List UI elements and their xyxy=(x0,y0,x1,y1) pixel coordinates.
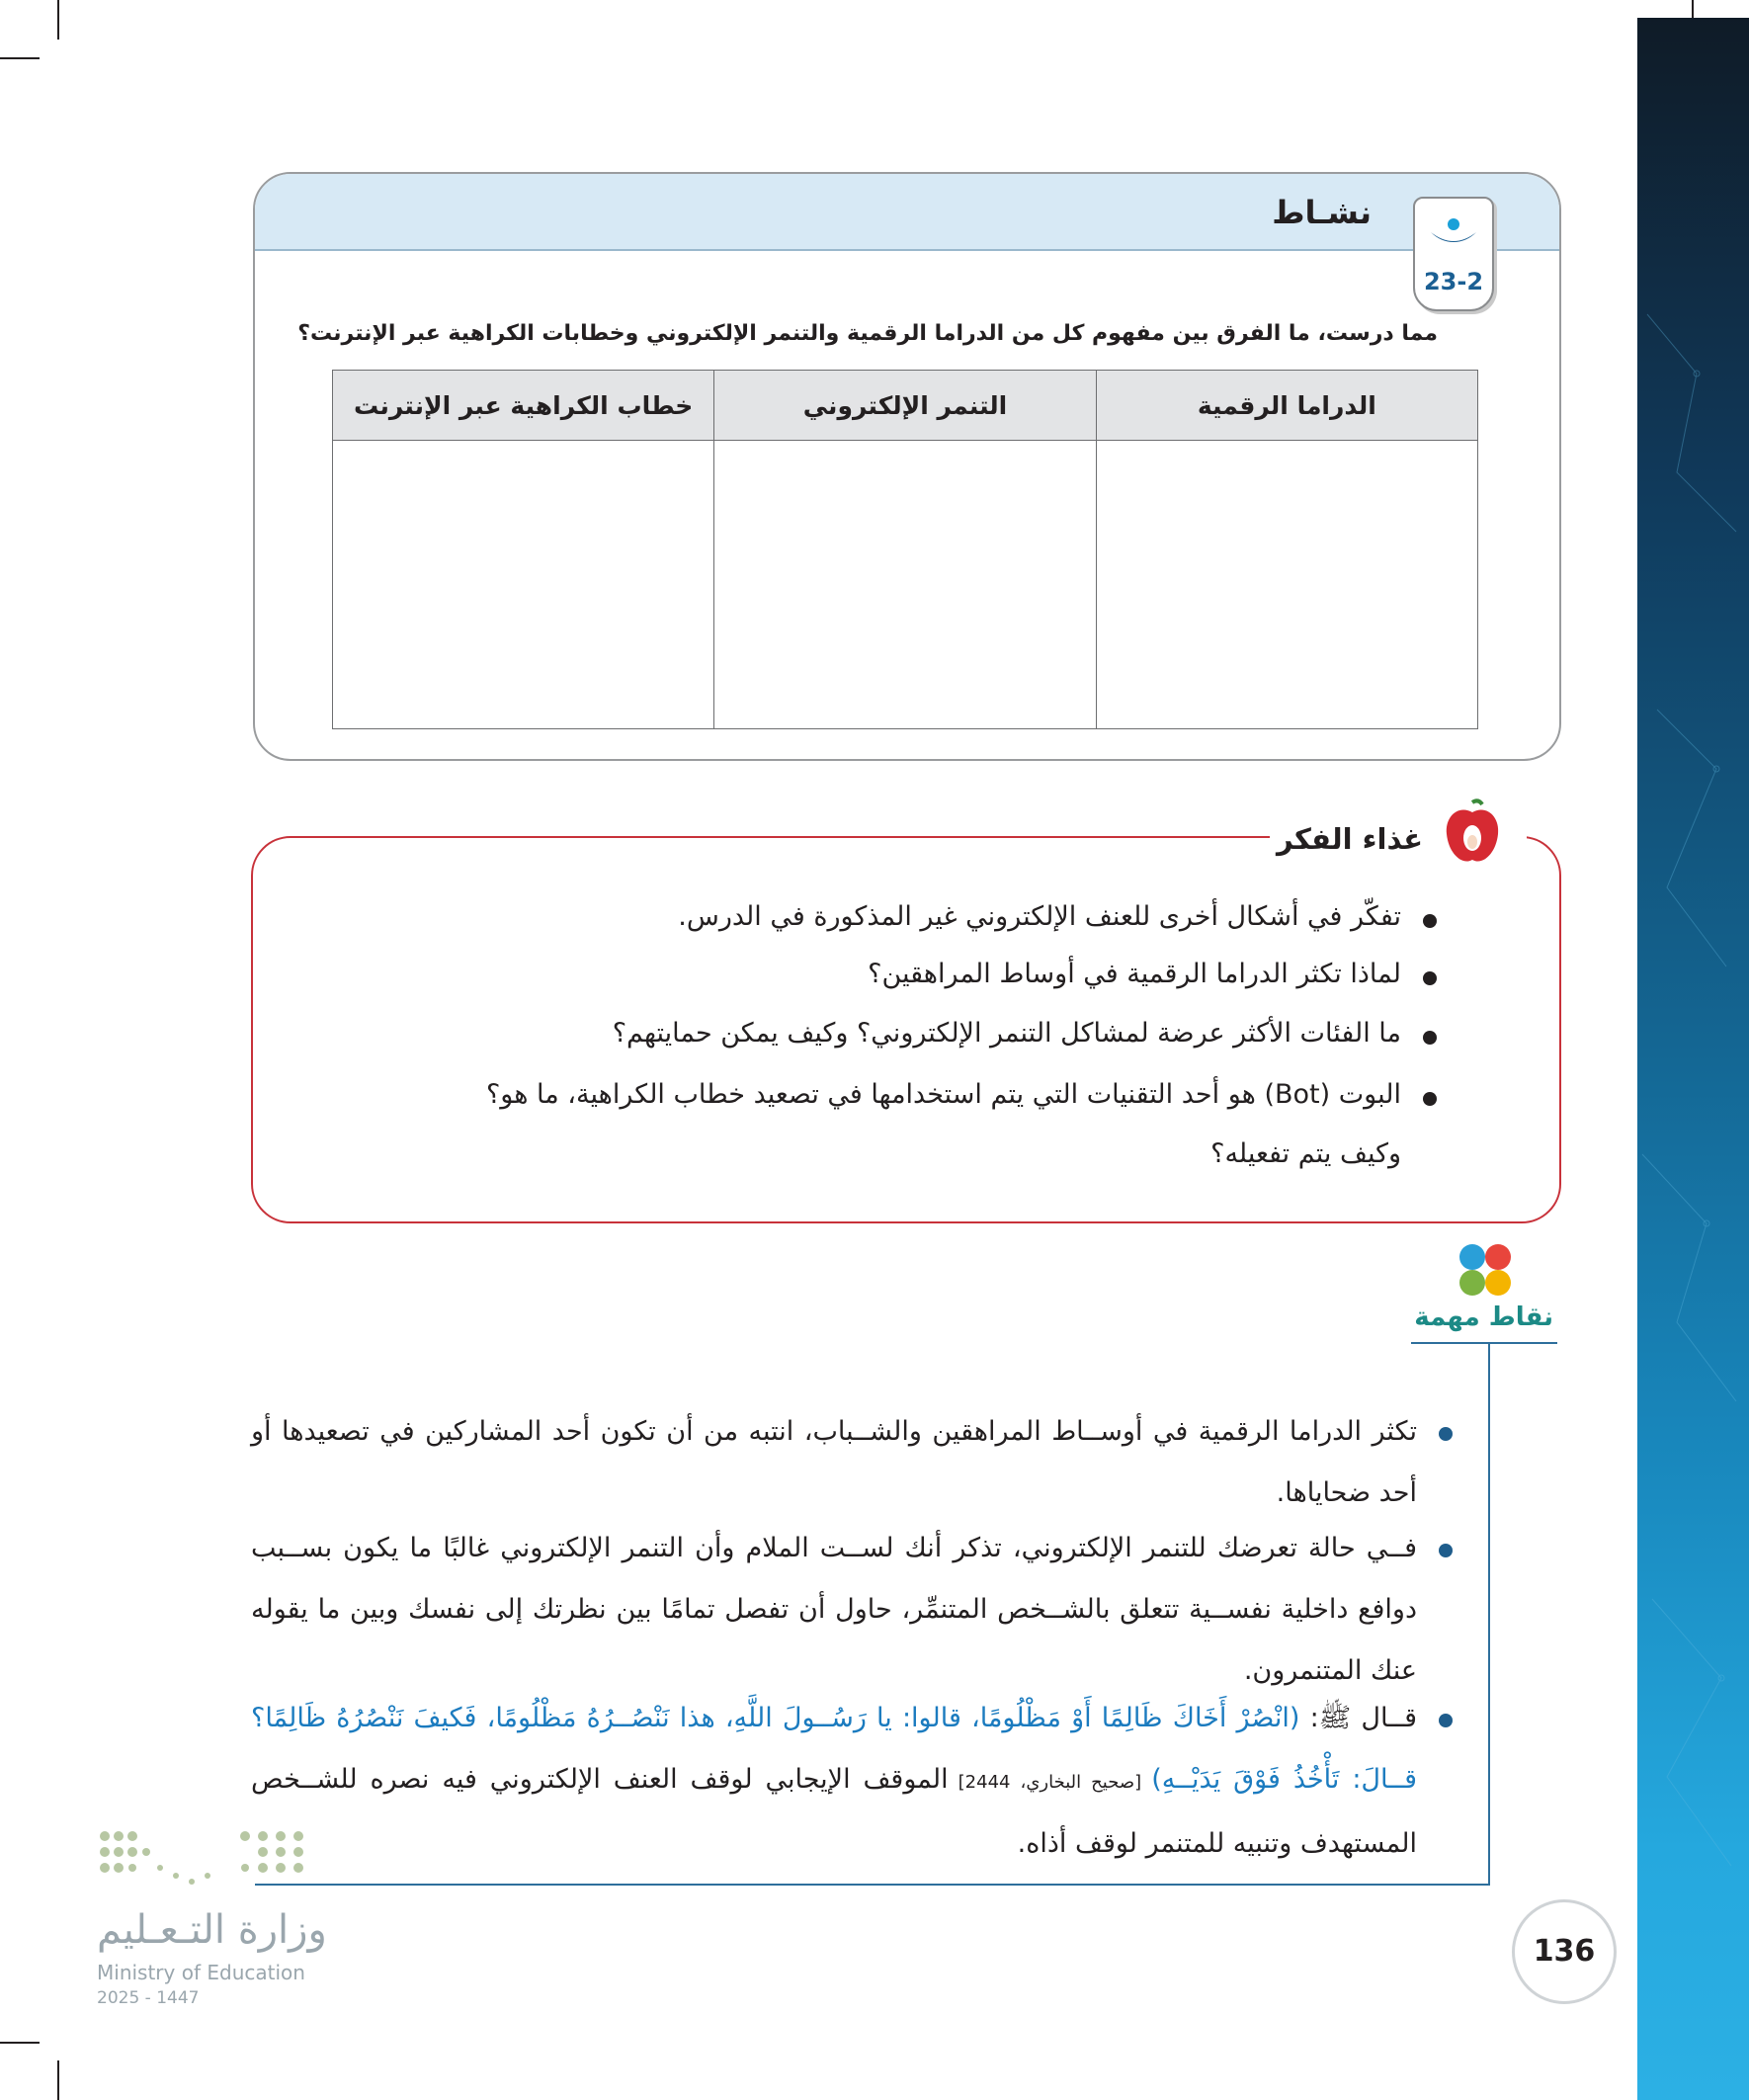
comparison-table xyxy=(332,370,1478,729)
table-header-cell: الدراما الرقمية xyxy=(1096,371,1477,441)
crop-mark xyxy=(0,2042,40,2044)
food-item-text: لماذا تكثر الدراما الرقمية في أوساط المراهقين؟ xyxy=(868,959,1401,989)
activity-badge-number: 23-2 xyxy=(1423,268,1484,295)
important-point-1: تكثر الدراما الرقمية في أوســاط المراهقين والشــباب، انتبه من أن تكون أحد المشاركين في تصعيدها أو أحد ضحاياها. xyxy=(251,1416,1417,1508)
food-item-text: ما الفئات الأكثر عرضة لمشاكل التنمر الإلكتروني؟ وكيف يمكن حمايتهم؟ xyxy=(612,1018,1401,1049)
circuit-pattern xyxy=(1637,18,1749,2100)
table-header-cell: خطاب الكراهية عبر الإنترنت xyxy=(333,371,714,441)
ministry-logo-icon xyxy=(1415,199,1492,258)
ministry-name-english: Ministry of Education xyxy=(97,1961,305,1984)
table-header-cell: التنمر الإلكتروني xyxy=(714,371,1096,441)
food-item-text: وكيف يتم تفعيله؟ xyxy=(1210,1138,1401,1169)
activity-header xyxy=(255,174,1559,251)
answer-cell[interactable] xyxy=(714,441,1096,729)
hadith-source: [صحيح البخاري، 2444] xyxy=(948,1772,1152,1793)
important-point-2: فــي حالة تعرضك للتنمر الإلكتروني، تذكر أنك لســت الملام وأن التنمر الإلكتروني غالبًا ما يكون بســبب دوافع داخلية نفســية تتعلق بالشــخص المتنمِّر، حاول أن تفصل تمامًا بين نظرتك إلى نفسك وبين ما يقوله عنك المتنمرون. xyxy=(251,1533,1417,1686)
activity-question: مما درست، ما الفرق بين مفهوم كل من الدراما الرقمية والتنمر الإلكتروني وخطابات الكراهية عبر الإنترنت؟ xyxy=(297,321,1438,346)
puzzle-icon xyxy=(1457,1241,1514,1299)
divider-line xyxy=(1488,1342,1490,1886)
hadith-commentary: الموقف الإيجابي لوقف العنف الإلكتروني فيه نصره للشــخص المستهدف وتنبيه للمتنمر لوقف أذاه. xyxy=(251,1764,1417,1859)
hadith-intro: قــال ﷺ: xyxy=(1299,1703,1418,1733)
food-item-text: تفكّر في أشكال أخرى للعنف الإلكتروني غير المذكورة في الدرس. xyxy=(678,901,1401,932)
bullet xyxy=(1423,914,1437,928)
academic-year: 2025 - 1447 xyxy=(97,1988,200,2008)
activity-title: نشـاط xyxy=(1272,194,1372,231)
important-point-3 xyxy=(251,1688,1417,1875)
divider-line xyxy=(255,1884,1490,1886)
divider-line xyxy=(1411,1342,1557,1344)
crop-mark xyxy=(57,2060,59,2100)
answer-cell[interactable] xyxy=(1096,441,1477,729)
ministry-logo-dots xyxy=(97,1826,308,1895)
answer-cell[interactable] xyxy=(333,441,714,729)
bullet xyxy=(1423,971,1437,985)
food-item-text: البوت (Bot) هو أحد التقنيات التي يتم استخدامها في تصعيد خطاب الكراهية، ما هو؟ xyxy=(485,1079,1401,1110)
important-points-title: نقاط مهمة xyxy=(1414,1302,1553,1332)
bullet xyxy=(1439,1714,1453,1727)
side-decoration-band xyxy=(1637,18,1749,2100)
crop-mark xyxy=(0,57,40,59)
bullet xyxy=(1439,1544,1453,1557)
apple-icon xyxy=(1441,797,1504,868)
page-number: 136 xyxy=(1512,1899,1617,2004)
table-header-row xyxy=(333,371,1478,441)
bullet xyxy=(1423,1092,1437,1106)
bullet xyxy=(1439,1427,1453,1441)
bullet xyxy=(1423,1031,1437,1045)
food-for-thought-title: غذاء الفكر xyxy=(1276,822,1423,856)
hadith-quote: (انْصُرْ أَخَاكَ ظَالِمًا أَوْ مَظْلُومًا، قالوا: يا رَسُــولَ اللَّهِ، هذا نَنْصُــرُهُ مَظْلُومًا، فَكيفَ نَنْصُرُهُ ظَالِمًا؟ قــالَ: تَأْخُذُ فَوْقَ يَدَيْــهِ) xyxy=(251,1703,1417,1795)
ministry-name-arabic: وزارة التـعـليم xyxy=(97,1907,327,1953)
crop-mark xyxy=(57,0,59,40)
activity-badge xyxy=(1413,197,1494,311)
table-answer-row xyxy=(333,441,1478,729)
